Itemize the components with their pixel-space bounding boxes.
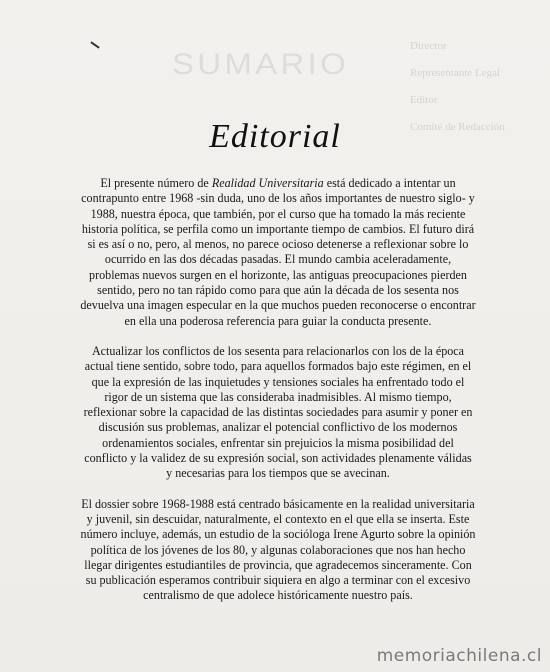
publication-name: Realidad Universitaria bbox=[211, 176, 324, 190]
paragraph-1-lead: El presente número de bbox=[100, 176, 212, 190]
paragraph-2: Actualizar los conflictos de los sesenta para relacionarlos con los de la época actual tiene sentido, sobre todo, para aquellos formados bajo este régimen, en el que la expresión de las inquietudes y tensiones sociales ha enfrentado todo el rigor de un sistema que las consideraba inadmisibles. Al mismo tiempo, reflexionar sobre la capacidad de las distintas sociedades para asumir y poner en discusión sus problemas, analizar el potencial conflictivo de los modernos ordenamientos sociales, enfrentar sin prejuicios la misma posibilidad del conflicto y la validez de su expresión social, son actividades plenamente válidas y necesarias para los tiempos que se avecinan. bbox=[83, 343, 473, 481]
show-through-heading: SUMARIO bbox=[171, 48, 350, 81]
page-title: Editorial bbox=[209, 118, 341, 155]
paragraph-3: El dossier sobre 1968-1988 está centrado básicamente en la realidad universitaria y juvenil, sin descuidar, naturalmente, el contexto en el que ella se inserta. Este número incluye, además, un estudio de la socióloga Irene Agurto sobre la opinión política de los jóvenes de los 80, y algunas colaboraciones que nos han hecho llegar dirigentes estudiantiles de provincia, que agradecemos sinceramente. Con su publicación esperamos contribuir siquiera en algo a terminar con el excesivo centralismo de que adolece históricamente nuestro país. bbox=[80, 496, 476, 603]
show-through-line: Director bbox=[410, 40, 447, 52]
show-through-line: Comité de Redacción bbox=[410, 121, 505, 133]
show-through-line: Editor bbox=[410, 94, 438, 106]
ink-speck bbox=[90, 41, 99, 48]
editorial-body bbox=[80, 176, 476, 619]
paragraph-1 bbox=[80, 176, 476, 329]
paragraph-1-text: está dedicado a intentar un contrapunto entre 1968 -sin duda, uno de los años importantes de nuestro siglo- y 1988, nuestra época, que también, por el curso que ha tomado la más reciente historia política, se perfila como un importante tiempo de cambios. El futuro dirá si es así o no, pero, al menos, no parece ocioso detenerse a reflexionar sobre lo ocurrido en las dos décadas pasadas. El mundo cambia aceleradamente, problemas nuevos surgen en el horizonte, las antiguas preocupaciones pierden sentido, pero no tan rápido como para que aún la década de los sesenta nos devuelva una imagen especular en la que muchos pueden reconocerse o encontrar en ella una poderosa referencia para guiar la conducta presente. bbox=[80, 176, 476, 328]
source-watermark: memoriachilena.cl bbox=[376, 646, 542, 666]
show-through-line: Representante Legal bbox=[410, 67, 501, 79]
